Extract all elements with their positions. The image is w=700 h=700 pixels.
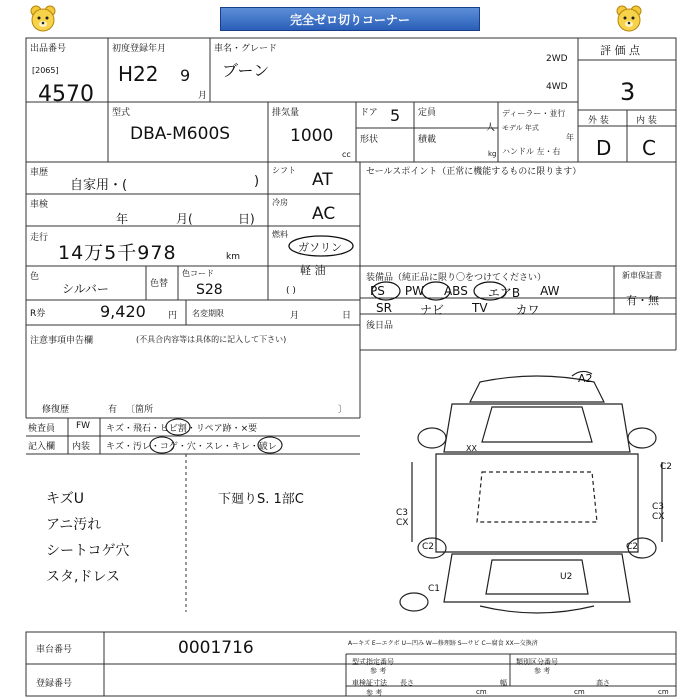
mark-xx: XX <box>466 444 477 453</box>
exterior-grade: D <box>596 136 612 160</box>
lot-number: 4570 <box>38 82 94 107</box>
interior-label: 内 装 <box>636 116 657 126</box>
drive-4wd: 4WD <box>546 82 568 92</box>
mileage-value: 14万5千978 <box>58 242 177 264</box>
history-close: ) <box>254 174 260 189</box>
repair-location-label: 〔箇所 <box>126 405 154 415</box>
month-unit: 月 <box>198 91 208 101</box>
mark-u2: U2 <box>560 572 573 582</box>
inspector-label-2: 記入欄 <box>28 442 56 452</box>
color-code-value: S28 <box>196 282 223 298</box>
fuel-diesel: 軽 油 <box>300 264 326 277</box>
handwritten-underbody: 下廻りS. 1部C <box>218 492 304 507</box>
chassis-label: 車台番号 <box>36 645 73 655</box>
interior-short-label: 内装 <box>72 442 91 452</box>
body-dimension-label: 車検証寸法 <box>352 679 387 687</box>
car-name: ブーン <box>222 61 270 80</box>
mark-c2-right: C2 <box>660 462 673 472</box>
year-unit: 年 <box>566 133 574 142</box>
note-line: シートコゲ穴 <box>46 543 130 559</box>
note-line: アニ汚れ <box>46 517 102 533</box>
equipment-airbag: エアB <box>487 286 521 300</box>
fuel-gasoline-circle <box>286 234 356 258</box>
interior-grade: C <box>642 136 656 160</box>
registration-era-year: H22 <box>118 62 159 86</box>
fw-label: FW <box>76 421 91 431</box>
type-designation-label: 型式指定番号 <box>352 658 394 666</box>
door-label: ドア <box>360 108 378 118</box>
displacement-label: 排気量 <box>272 108 300 118</box>
first-registration-label: 初度登録年月 <box>112 44 167 54</box>
notes-title: 注意事項申告欄 <box>30 336 94 346</box>
equipment-navi: ナビ <box>419 303 444 317</box>
inspection-label: 車検 <box>30 200 49 210</box>
aircon-value: AC <box>312 204 336 224</box>
exterior-label: 外 装 <box>588 116 609 126</box>
history-label: 車歴 <box>30 168 49 178</box>
equipment-circles <box>360 280 540 302</box>
registration-month: 9 <box>180 66 191 85</box>
cc-unit: cc <box>342 150 351 159</box>
mark-c1: C1 <box>428 584 441 594</box>
capacity-label: 定員 <box>418 108 437 118</box>
color-code-label: 色コード <box>182 269 214 278</box>
evaluation-score: 3 <box>620 78 636 106</box>
shift-label: シフト <box>272 166 296 175</box>
color-value: シルバー <box>62 282 109 296</box>
color-label: 色 <box>30 272 40 282</box>
mark-c3-right: C3 <box>652 502 665 512</box>
note-line: スタ,ドレス <box>46 569 121 585</box>
handwritten-notes <box>46 486 129 590</box>
evaluation-label: 評 価 点 <box>600 44 640 57</box>
reference-label: 参 考 <box>370 667 387 675</box>
cm-unit: cm <box>658 688 669 696</box>
mark-a2: A2 <box>578 372 593 385</box>
width-label: 幅 <box>500 679 507 687</box>
class-number-label: 類別区分番号 <box>516 658 558 666</box>
load-label: 積載 <box>418 135 437 145</box>
repair-location-close: 〕 <box>338 405 348 415</box>
mark-cx-right: CX <box>652 512 665 522</box>
inspector-label-1: 検査員 <box>28 424 56 434</box>
fuel-gasoline: ガソリン <box>298 241 342 254</box>
name-change-month: 月 <box>290 311 300 321</box>
car-name-label: 車名・グレード <box>214 44 278 54</box>
inspection-year-unit: 年 <box>116 212 129 226</box>
kg-unit: kg <box>488 150 497 158</box>
page-banner: 完全ゼロ切りコーナー <box>220 7 480 31</box>
chassis-value: 0001716 <box>178 638 254 658</box>
fuel-label: 燃料 <box>272 230 288 239</box>
handle-label: ハンドル 左・右 <box>502 147 561 156</box>
yen-unit: 円 <box>168 311 178 321</box>
model-value: DBA-M600S <box>130 124 231 144</box>
inspector-circles <box>100 416 360 456</box>
recycle-label: R券 <box>30 309 46 319</box>
history-value: 自家用・( <box>70 178 128 193</box>
inspection-month-unit: 月( <box>176 212 193 226</box>
displacement-value: 1000 <box>290 126 334 146</box>
name-change-day: 日 <box>342 311 352 321</box>
mark-cx-left: CX <box>396 518 409 528</box>
cm-unit: cm <box>574 688 585 696</box>
name-change-label: 名変期限 <box>192 309 224 318</box>
equipment-tv: TV <box>471 301 488 315</box>
note-line: キズU <box>46 491 84 507</box>
drive-2wd: 2WD <box>546 54 568 64</box>
equipment-aw: AW <box>540 284 560 298</box>
equipment-sr: SR <box>376 301 392 315</box>
rear-items-label: 後日品 <box>366 321 394 331</box>
inspection-day-unit: 日) <box>238 212 255 226</box>
equipment-pw: PW <box>404 284 424 298</box>
color-change-label: 色替 <box>150 279 169 289</box>
fw-checklist: キズ・飛石・ヒビ割・リペア跡・×要 <box>106 424 258 434</box>
cm-unit: cm <box>476 688 487 696</box>
mark-c3-left: C3 <box>396 508 409 518</box>
equipment-ps: PS <box>370 284 385 298</box>
dealer-label: ディーラー・並行 <box>502 109 566 118</box>
warranty-label: 新車保証書 <box>622 271 662 280</box>
reference-label: 参 考 <box>366 689 383 697</box>
shape-label: 形状 <box>360 135 379 145</box>
height-label: 高さ <box>596 679 610 687</box>
warranty-value: 有・無 <box>626 294 659 307</box>
model-label: 型式 <box>112 108 131 118</box>
mark-c2-left-lower: C2 <box>422 542 435 552</box>
shift-value: AT <box>312 170 333 190</box>
mark-c2-right-lower: C2 <box>626 542 639 552</box>
person-unit: 人 <box>486 123 496 133</box>
equipment-leather: カワ <box>515 303 540 317</box>
fuel-other: ( ) <box>286 286 296 296</box>
repair-label: 修復歴 <box>42 405 70 415</box>
aircon-label: 冷房 <box>272 198 288 207</box>
km-unit: km <box>226 252 240 262</box>
length-label: 長さ <box>400 679 414 687</box>
equipment-abs: ABS <box>443 284 468 298</box>
lot-label: 出品番号 <box>30 44 67 54</box>
model-year-label: モデル 年式 <box>502 124 539 132</box>
door-value: 5 <box>390 106 401 125</box>
equipment-row-2 <box>376 301 576 318</box>
notes-subtitle: (不具合内容等は具体的に記入して下さい) <box>136 335 287 344</box>
mileage-label: 走行 <box>30 233 49 243</box>
lot-prefix: [2065] <box>32 66 59 75</box>
repair-value: 有 <box>108 405 118 415</box>
interior-checklist: キズ・汚レ・コゲ・穴・スレ・キレ・破レ <box>106 442 277 452</box>
sales-point-label: セールスポイント（正常に機能するものに限ります） <box>366 167 582 177</box>
recycle-value: 9,420 <box>100 302 146 321</box>
damage-legend: A—キズ E—エクボ U—凹み W—修理跡 S—サビ C—腐食 XX—交換済 <box>348 640 538 647</box>
equipment-label: 装備品（純正品に限り〇をつけてください） <box>366 273 547 283</box>
reference-label: 参 考 <box>534 667 551 675</box>
registration-number-label: 登録番号 <box>36 679 73 689</box>
